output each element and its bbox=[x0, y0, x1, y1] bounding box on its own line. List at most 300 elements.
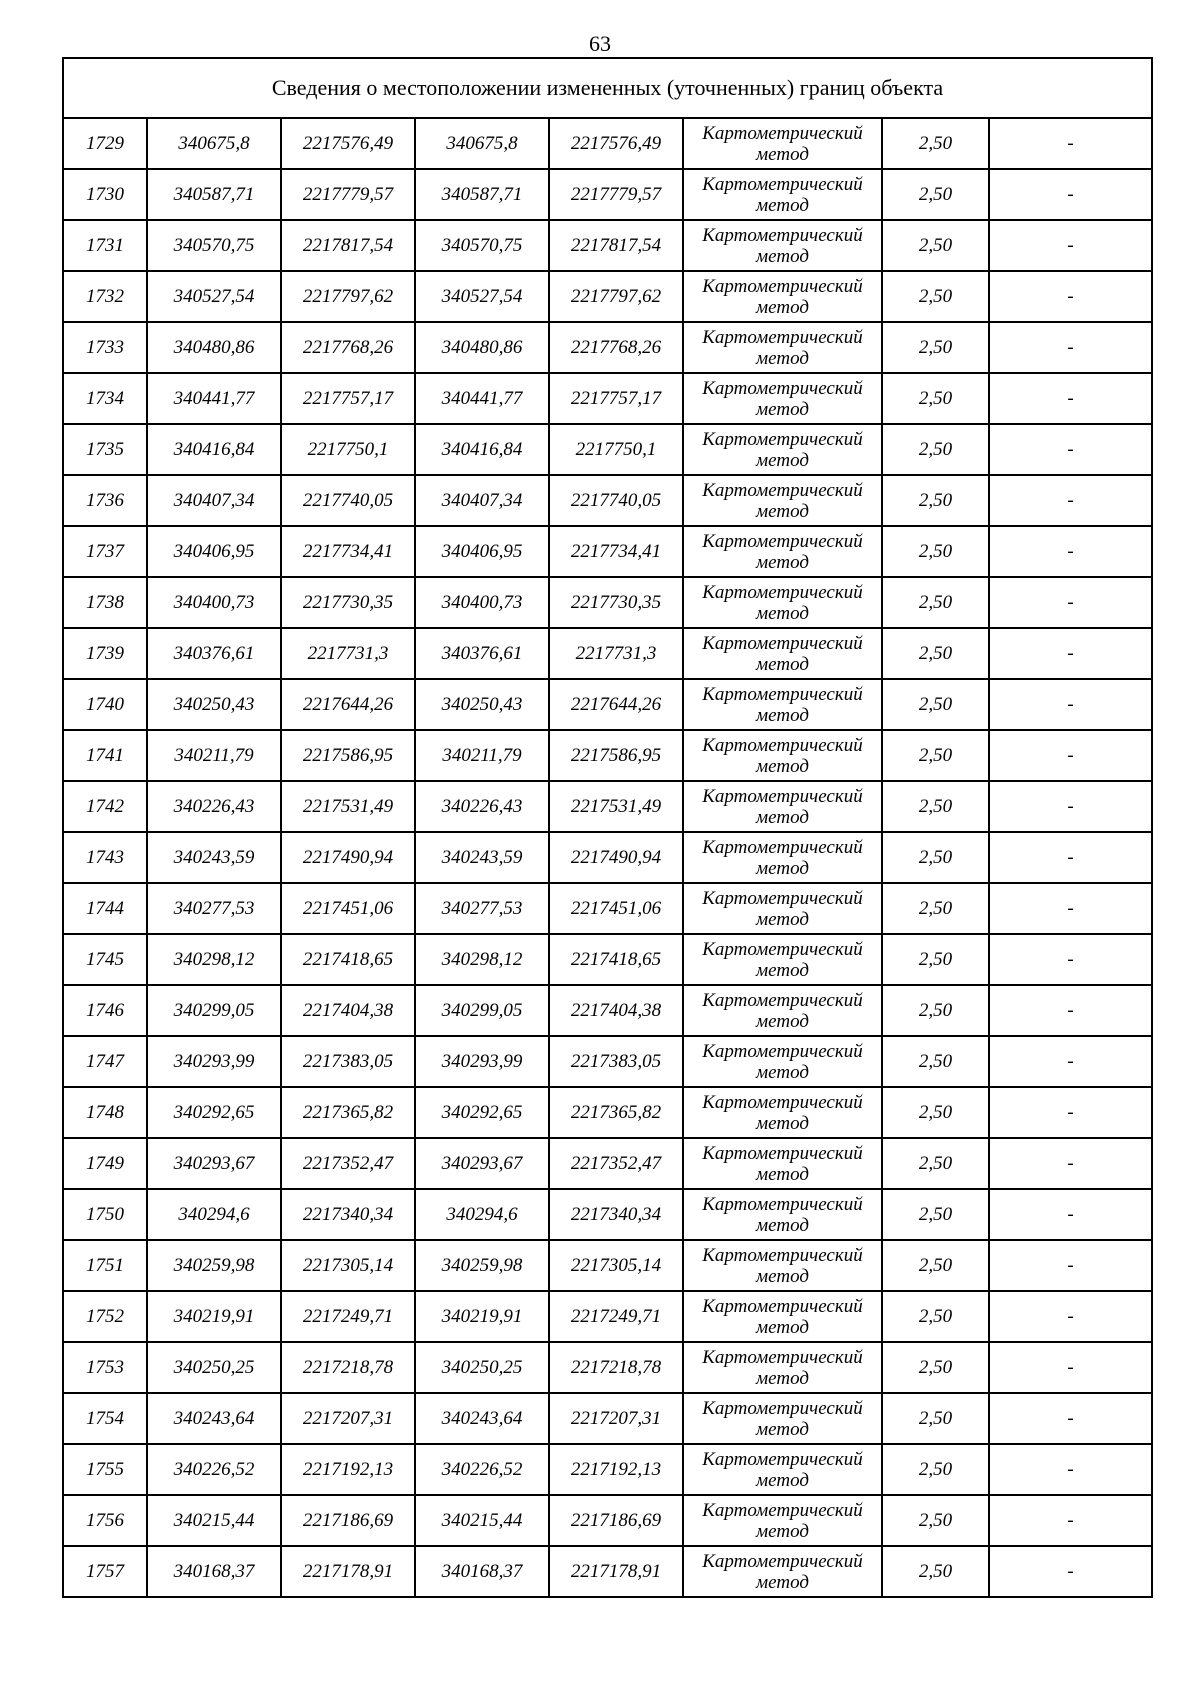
method-cell bbox=[683, 781, 882, 832]
table-row bbox=[63, 1393, 1152, 1444]
method-line2: метод bbox=[756, 1214, 809, 1236]
method-line1: Картометрический bbox=[702, 1499, 863, 1521]
note-cell: - bbox=[989, 577, 1152, 628]
note-cell: - bbox=[989, 1342, 1152, 1393]
existing-y-cell: 2217576,49 bbox=[281, 118, 415, 169]
table-row bbox=[63, 1189, 1152, 1240]
precision-cell: 2,50 bbox=[882, 1495, 989, 1546]
table-row bbox=[63, 373, 1152, 424]
new-y-cell: 2217218,78 bbox=[549, 1342, 683, 1393]
note-cell: - bbox=[989, 679, 1152, 730]
existing-x-cell: 340293,67 bbox=[147, 1138, 281, 1189]
existing-y-cell: 2217340,34 bbox=[281, 1189, 415, 1240]
existing-y-cell: 2217404,38 bbox=[281, 985, 415, 1036]
point-number-cell: 1748 bbox=[63, 1087, 147, 1138]
method-cell bbox=[683, 526, 882, 577]
existing-x-cell: 340259,98 bbox=[147, 1240, 281, 1291]
precision-cell: 2,50 bbox=[882, 322, 989, 373]
existing-y-cell: 2217644,26 bbox=[281, 679, 415, 730]
new-y-cell: 2217576,49 bbox=[549, 118, 683, 169]
new-y-cell: 2217340,34 bbox=[549, 1189, 683, 1240]
method-line2: метод bbox=[756, 1571, 809, 1593]
existing-y-cell: 2217249,71 bbox=[281, 1291, 415, 1342]
existing-y-cell: 2217757,17 bbox=[281, 373, 415, 424]
point-number-cell: 1743 bbox=[63, 832, 147, 883]
precision-cell: 2,50 bbox=[882, 475, 989, 526]
existing-y-cell: 2217779,57 bbox=[281, 169, 415, 220]
existing-x-cell: 340400,73 bbox=[147, 577, 281, 628]
table-row bbox=[63, 577, 1152, 628]
method-line1: Картометрический bbox=[702, 632, 863, 654]
existing-x-cell: 340480,86 bbox=[147, 322, 281, 373]
point-number-cell: 1756 bbox=[63, 1495, 147, 1546]
new-y-cell: 2217490,94 bbox=[549, 832, 683, 883]
note-cell: - bbox=[989, 169, 1152, 220]
new-y-cell: 2217207,31 bbox=[549, 1393, 683, 1444]
new-x-cell: 340406,95 bbox=[415, 526, 549, 577]
new-y-cell: 2217817,54 bbox=[549, 220, 683, 271]
table-row bbox=[63, 730, 1152, 781]
new-y-cell: 2217586,95 bbox=[549, 730, 683, 781]
table-row bbox=[63, 424, 1152, 475]
existing-x-cell: 340570,75 bbox=[147, 220, 281, 271]
table-body bbox=[63, 118, 1152, 1597]
method-line1: Картометрический bbox=[702, 836, 863, 858]
method-line1: Картометрический bbox=[702, 1142, 863, 1164]
method-cell bbox=[683, 1546, 882, 1597]
new-x-cell: 340376,61 bbox=[415, 628, 549, 679]
precision-cell: 2,50 bbox=[882, 577, 989, 628]
precision-cell: 2,50 bbox=[882, 985, 989, 1036]
method-cell bbox=[683, 1444, 882, 1495]
precision-cell: 2,50 bbox=[882, 1036, 989, 1087]
method-line1: Картометрический bbox=[702, 122, 863, 144]
method-cell bbox=[683, 679, 882, 730]
existing-x-cell: 340441,77 bbox=[147, 373, 281, 424]
existing-x-cell: 340294,6 bbox=[147, 1189, 281, 1240]
method-line2: метод bbox=[756, 602, 809, 624]
point-number-cell: 1754 bbox=[63, 1393, 147, 1444]
method-cell bbox=[683, 220, 882, 271]
method-cell bbox=[683, 1393, 882, 1444]
method-cell bbox=[683, 118, 882, 169]
note-cell: - bbox=[989, 1291, 1152, 1342]
method-line2: метод bbox=[756, 1265, 809, 1287]
note-cell: - bbox=[989, 271, 1152, 322]
existing-y-cell: 2217490,94 bbox=[281, 832, 415, 883]
method-line2: метод bbox=[756, 143, 809, 165]
precision-cell: 2,50 bbox=[882, 424, 989, 475]
method-cell bbox=[683, 1342, 882, 1393]
point-number-cell: 1740 bbox=[63, 679, 147, 730]
new-y-cell: 2217644,26 bbox=[549, 679, 683, 730]
existing-y-cell: 2217451,06 bbox=[281, 883, 415, 934]
method-line1: Картометрический bbox=[702, 428, 863, 450]
method-line1: Картометрический bbox=[702, 173, 863, 195]
table-row bbox=[63, 832, 1152, 883]
method-line1: Картометрический bbox=[702, 581, 863, 603]
new-y-cell: 2217779,57 bbox=[549, 169, 683, 220]
precision-cell: 2,50 bbox=[882, 1240, 989, 1291]
existing-y-cell: 2217734,41 bbox=[281, 526, 415, 577]
method-cell bbox=[683, 628, 882, 679]
point-number-cell: 1735 bbox=[63, 424, 147, 475]
new-y-cell: 2217731,3 bbox=[549, 628, 683, 679]
method-line2: метод bbox=[756, 908, 809, 930]
new-x-cell: 340168,37 bbox=[415, 1546, 549, 1597]
method-line1: Картометрический bbox=[702, 1040, 863, 1062]
existing-y-cell: 2217768,26 bbox=[281, 322, 415, 373]
method-line1: Картометрический bbox=[702, 1550, 863, 1572]
new-x-cell: 340226,43 bbox=[415, 781, 549, 832]
new-y-cell: 2217734,41 bbox=[549, 526, 683, 577]
note-cell: - bbox=[989, 1546, 1152, 1597]
point-number-cell: 1757 bbox=[63, 1546, 147, 1597]
new-y-cell: 2217757,17 bbox=[549, 373, 683, 424]
new-x-cell: 340298,12 bbox=[415, 934, 549, 985]
precision-cell: 2,50 bbox=[882, 1546, 989, 1597]
method-line2: метод bbox=[756, 1316, 809, 1338]
method-line1: Картометрический bbox=[702, 1091, 863, 1113]
note-cell: - bbox=[989, 118, 1152, 169]
existing-x-cell: 340416,84 bbox=[147, 424, 281, 475]
new-x-cell: 340226,52 bbox=[415, 1444, 549, 1495]
existing-y-cell: 2217178,91 bbox=[281, 1546, 415, 1597]
table-row bbox=[63, 1138, 1152, 1189]
method-line2: метод bbox=[756, 1163, 809, 1185]
precision-cell: 2,50 bbox=[882, 781, 989, 832]
point-number-cell: 1738 bbox=[63, 577, 147, 628]
table-row bbox=[63, 1036, 1152, 1087]
method-line2: метод bbox=[756, 551, 809, 573]
method-line1: Картометрический bbox=[702, 377, 863, 399]
method-cell bbox=[683, 1036, 882, 1087]
note-cell: - bbox=[989, 628, 1152, 679]
point-number-cell: 1733 bbox=[63, 322, 147, 373]
method-line2: метод bbox=[756, 296, 809, 318]
method-line2: метод bbox=[756, 755, 809, 777]
new-y-cell: 2217768,26 bbox=[549, 322, 683, 373]
existing-y-cell: 2217383,05 bbox=[281, 1036, 415, 1087]
method-cell bbox=[683, 169, 882, 220]
method-cell bbox=[683, 1495, 882, 1546]
point-number-cell: 1737 bbox=[63, 526, 147, 577]
table-row bbox=[63, 1342, 1152, 1393]
method-cell bbox=[683, 373, 882, 424]
point-number-cell: 1749 bbox=[63, 1138, 147, 1189]
note-cell: - bbox=[989, 424, 1152, 475]
new-y-cell: 2217404,38 bbox=[549, 985, 683, 1036]
existing-x-cell: 340226,52 bbox=[147, 1444, 281, 1495]
existing-y-cell: 2217418,65 bbox=[281, 934, 415, 985]
method-cell bbox=[683, 577, 882, 628]
method-line2: метод bbox=[756, 1061, 809, 1083]
table-row bbox=[63, 1444, 1152, 1495]
precision-cell: 2,50 bbox=[882, 271, 989, 322]
existing-x-cell: 340243,59 bbox=[147, 832, 281, 883]
note-cell: - bbox=[989, 1087, 1152, 1138]
method-line2: метод bbox=[756, 1520, 809, 1542]
note-cell: - bbox=[989, 322, 1152, 373]
method-cell bbox=[683, 1087, 882, 1138]
new-x-cell: 340293,99 bbox=[415, 1036, 549, 1087]
method-cell bbox=[683, 271, 882, 322]
note-cell: - bbox=[989, 1393, 1152, 1444]
point-number-cell: 1755 bbox=[63, 1444, 147, 1495]
existing-y-cell: 2217531,49 bbox=[281, 781, 415, 832]
table-caption: Сведения о местоположении измененных (уточненных) границ объекта bbox=[63, 58, 1152, 118]
new-x-cell: 340219,91 bbox=[415, 1291, 549, 1342]
point-number-cell: 1745 bbox=[63, 934, 147, 985]
method-cell bbox=[683, 1189, 882, 1240]
new-y-cell: 2217418,65 bbox=[549, 934, 683, 985]
new-y-cell: 2217249,71 bbox=[549, 1291, 683, 1342]
existing-y-cell: 2217207,31 bbox=[281, 1393, 415, 1444]
existing-x-cell: 340250,25 bbox=[147, 1342, 281, 1393]
precision-cell: 2,50 bbox=[882, 526, 989, 577]
new-y-cell: 2217730,35 bbox=[549, 577, 683, 628]
new-x-cell: 340675,8 bbox=[415, 118, 549, 169]
point-number-cell: 1752 bbox=[63, 1291, 147, 1342]
table-row bbox=[63, 118, 1152, 169]
table-row bbox=[63, 1495, 1152, 1546]
point-number-cell: 1744 bbox=[63, 883, 147, 934]
existing-y-cell: 2217730,35 bbox=[281, 577, 415, 628]
method-line2: метод bbox=[756, 1418, 809, 1440]
existing-y-cell: 2217797,62 bbox=[281, 271, 415, 322]
coordinates-table bbox=[62, 57, 1153, 1598]
note-cell: - bbox=[989, 526, 1152, 577]
table-row bbox=[63, 679, 1152, 730]
precision-cell: 2,50 bbox=[882, 1444, 989, 1495]
existing-x-cell: 340527,54 bbox=[147, 271, 281, 322]
existing-x-cell: 340406,95 bbox=[147, 526, 281, 577]
precision-cell: 2,50 bbox=[882, 1138, 989, 1189]
new-x-cell: 340243,64 bbox=[415, 1393, 549, 1444]
method-line1: Картометрический bbox=[702, 734, 863, 756]
method-line1: Картометрический bbox=[702, 1244, 863, 1266]
new-y-cell: 2217192,13 bbox=[549, 1444, 683, 1495]
precision-cell: 2,50 bbox=[882, 169, 989, 220]
existing-y-cell: 2217305,14 bbox=[281, 1240, 415, 1291]
precision-cell: 2,50 bbox=[882, 1393, 989, 1444]
note-cell: - bbox=[989, 373, 1152, 424]
new-x-cell: 340250,25 bbox=[415, 1342, 549, 1393]
new-y-cell: 2217178,91 bbox=[549, 1546, 683, 1597]
method-line1: Картометрический bbox=[702, 1295, 863, 1317]
note-cell: - bbox=[989, 1036, 1152, 1087]
point-number-cell: 1736 bbox=[63, 475, 147, 526]
method-line2: метод bbox=[756, 1112, 809, 1134]
method-cell bbox=[683, 985, 882, 1036]
note-cell: - bbox=[989, 1495, 1152, 1546]
method-cell bbox=[683, 1240, 882, 1291]
existing-y-cell: 2217192,13 bbox=[281, 1444, 415, 1495]
note-cell: - bbox=[989, 475, 1152, 526]
point-number-cell: 1747 bbox=[63, 1036, 147, 1087]
precision-cell: 2,50 bbox=[882, 118, 989, 169]
note-cell: - bbox=[989, 1444, 1152, 1495]
precision-cell: 2,50 bbox=[882, 883, 989, 934]
note-cell: - bbox=[989, 1240, 1152, 1291]
new-x-cell: 340277,53 bbox=[415, 883, 549, 934]
method-cell bbox=[683, 1138, 882, 1189]
note-cell: - bbox=[989, 883, 1152, 934]
method-line2: метод bbox=[756, 194, 809, 216]
existing-y-cell: 2217186,69 bbox=[281, 1495, 415, 1546]
table-row bbox=[63, 1291, 1152, 1342]
point-number-cell: 1751 bbox=[63, 1240, 147, 1291]
existing-x-cell: 340250,43 bbox=[147, 679, 281, 730]
method-line2: метод bbox=[756, 959, 809, 981]
new-x-cell: 340243,59 bbox=[415, 832, 549, 883]
existing-y-cell: 2217731,3 bbox=[281, 628, 415, 679]
method-line1: Картометрический bbox=[702, 326, 863, 348]
precision-cell: 2,50 bbox=[882, 679, 989, 730]
existing-y-cell: 2217750,1 bbox=[281, 424, 415, 475]
existing-y-cell: 2217740,05 bbox=[281, 475, 415, 526]
precision-cell: 2,50 bbox=[882, 628, 989, 679]
new-x-cell: 340480,86 bbox=[415, 322, 549, 373]
table-row bbox=[63, 628, 1152, 679]
new-x-cell: 340441,77 bbox=[415, 373, 549, 424]
existing-y-cell: 2217817,54 bbox=[281, 220, 415, 271]
method-cell bbox=[683, 424, 882, 475]
method-cell bbox=[683, 322, 882, 373]
existing-x-cell: 340292,65 bbox=[147, 1087, 281, 1138]
new-x-cell: 340400,73 bbox=[415, 577, 549, 628]
note-cell: - bbox=[989, 985, 1152, 1036]
method-line1: Картометрический bbox=[702, 1346, 863, 1368]
method-line1: Картометрический bbox=[702, 785, 863, 807]
existing-x-cell: 340407,34 bbox=[147, 475, 281, 526]
table-row bbox=[63, 883, 1152, 934]
table-row bbox=[63, 220, 1152, 271]
method-line1: Картометрический bbox=[702, 224, 863, 246]
method-line1: Картометрический bbox=[702, 530, 863, 552]
new-x-cell: 340250,43 bbox=[415, 679, 549, 730]
table-row bbox=[63, 934, 1152, 985]
new-y-cell: 2217740,05 bbox=[549, 475, 683, 526]
table-row bbox=[63, 1240, 1152, 1291]
existing-x-cell: 340376,61 bbox=[147, 628, 281, 679]
note-cell: - bbox=[989, 220, 1152, 271]
method-line2: метод bbox=[756, 245, 809, 267]
table-row bbox=[63, 169, 1152, 220]
new-x-cell: 340416,84 bbox=[415, 424, 549, 475]
point-number-cell: 1732 bbox=[63, 271, 147, 322]
note-cell: - bbox=[989, 1189, 1152, 1240]
method-line2: метод bbox=[756, 449, 809, 471]
existing-x-cell: 340587,71 bbox=[147, 169, 281, 220]
precision-cell: 2,50 bbox=[882, 373, 989, 424]
precision-cell: 2,50 bbox=[882, 220, 989, 271]
page-number: 63 bbox=[589, 31, 611, 56]
point-number-cell: 1739 bbox=[63, 628, 147, 679]
method-line2: метод bbox=[756, 857, 809, 879]
existing-y-cell: 2217218,78 bbox=[281, 1342, 415, 1393]
method-line1: Картометрический bbox=[702, 1397, 863, 1419]
existing-x-cell: 340226,43 bbox=[147, 781, 281, 832]
existing-x-cell: 340277,53 bbox=[147, 883, 281, 934]
method-line1: Картометрический bbox=[702, 887, 863, 909]
method-line1: Картометрический bbox=[702, 989, 863, 1011]
table-row bbox=[63, 271, 1152, 322]
precision-cell: 2,50 bbox=[882, 1189, 989, 1240]
new-x-cell: 340259,98 bbox=[415, 1240, 549, 1291]
note-cell: - bbox=[989, 1138, 1152, 1189]
new-y-cell: 2217365,82 bbox=[549, 1087, 683, 1138]
precision-cell: 2,50 bbox=[882, 1291, 989, 1342]
method-line1: Картометрический bbox=[702, 275, 863, 297]
method-line1: Картометрический bbox=[702, 1448, 863, 1470]
method-line2: метод bbox=[756, 347, 809, 369]
new-y-cell: 2217531,49 bbox=[549, 781, 683, 832]
new-x-cell: 340527,54 bbox=[415, 271, 549, 322]
existing-x-cell: 340211,79 bbox=[147, 730, 281, 781]
new-y-cell: 2217352,47 bbox=[549, 1138, 683, 1189]
method-line2: метод bbox=[756, 1010, 809, 1032]
point-number-cell: 1730 bbox=[63, 169, 147, 220]
new-x-cell: 340570,75 bbox=[415, 220, 549, 271]
note-cell: - bbox=[989, 730, 1152, 781]
method-cell bbox=[683, 730, 882, 781]
new-x-cell: 340211,79 bbox=[415, 730, 549, 781]
point-number-cell: 1750 bbox=[63, 1189, 147, 1240]
existing-x-cell: 340243,64 bbox=[147, 1393, 281, 1444]
existing-x-cell: 340215,44 bbox=[147, 1495, 281, 1546]
method-cell bbox=[683, 1291, 882, 1342]
table-row bbox=[63, 526, 1152, 577]
existing-x-cell: 340168,37 bbox=[147, 1546, 281, 1597]
table-row bbox=[63, 322, 1152, 373]
method-cell bbox=[683, 832, 882, 883]
new-x-cell: 340293,67 bbox=[415, 1138, 549, 1189]
method-line2: метод bbox=[756, 398, 809, 420]
new-x-cell: 340407,34 bbox=[415, 475, 549, 526]
new-y-cell: 2217797,62 bbox=[549, 271, 683, 322]
method-cell bbox=[683, 883, 882, 934]
table-row bbox=[63, 985, 1152, 1036]
method-line2: метод bbox=[756, 806, 809, 828]
precision-cell: 2,50 bbox=[882, 730, 989, 781]
table-row bbox=[63, 781, 1152, 832]
method-line1: Картометрический bbox=[702, 479, 863, 501]
point-number-cell: 1741 bbox=[63, 730, 147, 781]
note-cell: - bbox=[989, 934, 1152, 985]
existing-x-cell: 340219,91 bbox=[147, 1291, 281, 1342]
point-number-cell: 1753 bbox=[63, 1342, 147, 1393]
method-cell bbox=[683, 934, 882, 985]
point-number-cell: 1734 bbox=[63, 373, 147, 424]
new-x-cell: 340215,44 bbox=[415, 1495, 549, 1546]
method-line1: Картометрический bbox=[702, 938, 863, 960]
new-y-cell: 2217750,1 bbox=[549, 424, 683, 475]
method-line1: Картометрический bbox=[702, 683, 863, 705]
existing-y-cell: 2217586,95 bbox=[281, 730, 415, 781]
method-line1: Картометрический bbox=[702, 1193, 863, 1215]
method-line2: метод bbox=[756, 1367, 809, 1389]
point-number-cell: 1742 bbox=[63, 781, 147, 832]
new-x-cell: 340587,71 bbox=[415, 169, 549, 220]
new-x-cell: 340299,05 bbox=[415, 985, 549, 1036]
precision-cell: 2,50 bbox=[882, 832, 989, 883]
precision-cell: 2,50 bbox=[882, 1342, 989, 1393]
new-y-cell: 2217186,69 bbox=[549, 1495, 683, 1546]
table-row bbox=[63, 475, 1152, 526]
new-y-cell: 2217305,14 bbox=[549, 1240, 683, 1291]
method-line2: метод bbox=[756, 1469, 809, 1491]
